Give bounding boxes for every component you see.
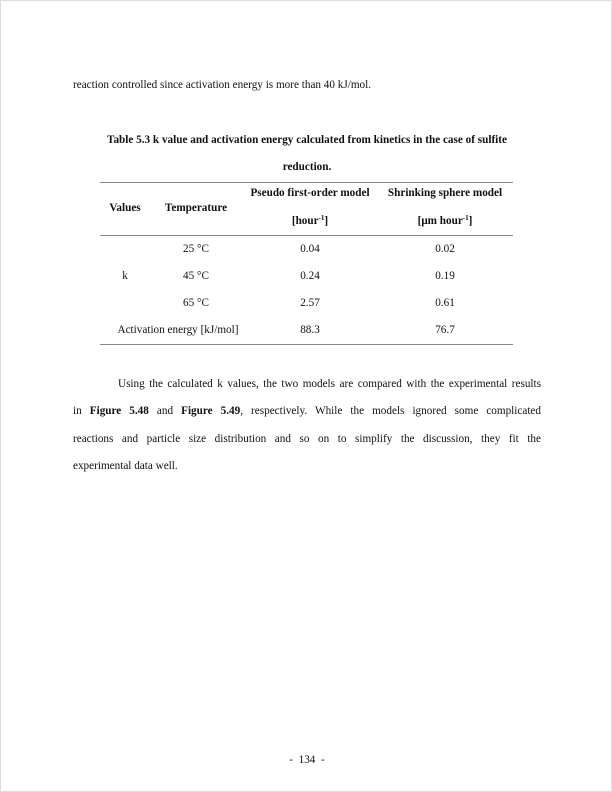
header-temperature: Temperature — [164, 202, 228, 214]
cell-pseudo: 0.04 — [300, 243, 320, 255]
paragraph-line: experimental data well. — [73, 460, 178, 472]
cell-pseudo: 0.24 — [300, 270, 320, 282]
table-top-rule — [100, 182, 513, 183]
figure-ref: Figure 5.49 — [181, 405, 241, 417]
k-label: k — [122, 270, 128, 282]
header-values: Values — [109, 202, 141, 214]
header-pseudo-unit: [hour$^{-1}$] — [291, 214, 329, 227]
cell-pseudo: 2.57 — [300, 297, 320, 309]
paragraph-line: reactions and particle size distribution and so on to simplify the discussion, they fit the — [73, 433, 541, 445]
table-caption-line1: Table 5.3 k value and activation energy calculated from kinetics in the case of sulfite — [107, 134, 507, 146]
activation-label: Activation energy [kJ/mol] — [117, 324, 239, 336]
header-shrinking-unit: [μm hour$^{-1}$] — [417, 214, 473, 227]
activation-pseudo: 88.3 — [300, 324, 320, 336]
page-number: - 134 - — [289, 754, 325, 766]
paragraph-line: in Figure 5.48 and Figure 5.49, respectively. While the models ignored some complicated — [73, 405, 541, 417]
paragraph-line: Using the calculated k values, the two models are compared with the experimental results — [118, 378, 541, 390]
activation-shrinking: 76.7 — [435, 324, 455, 336]
figure-ref: Figure 5.48 — [89, 405, 149, 417]
cell-temperature: 25 °C — [183, 243, 209, 255]
cell-shrinking: 0.61 — [435, 297, 455, 309]
cell-temperature: 65 °C — [183, 297, 209, 309]
table-caption-line2: reduction. — [282, 161, 332, 173]
intro-line: reaction controlled since activation energy is more than 40 kJ/mol. — [73, 79, 372, 91]
table-bottom-rule — [100, 344, 513, 345]
cell-shrinking: 0.02 — [435, 243, 455, 255]
table-header-rule — [100, 235, 513, 236]
cell-temperature: 45 °C — [183, 270, 209, 282]
cell-shrinking: 0.19 — [435, 270, 455, 282]
header-pseudo: Pseudo first-order model — [250, 187, 370, 199]
header-shrinking: Shrinking sphere model — [387, 187, 503, 199]
